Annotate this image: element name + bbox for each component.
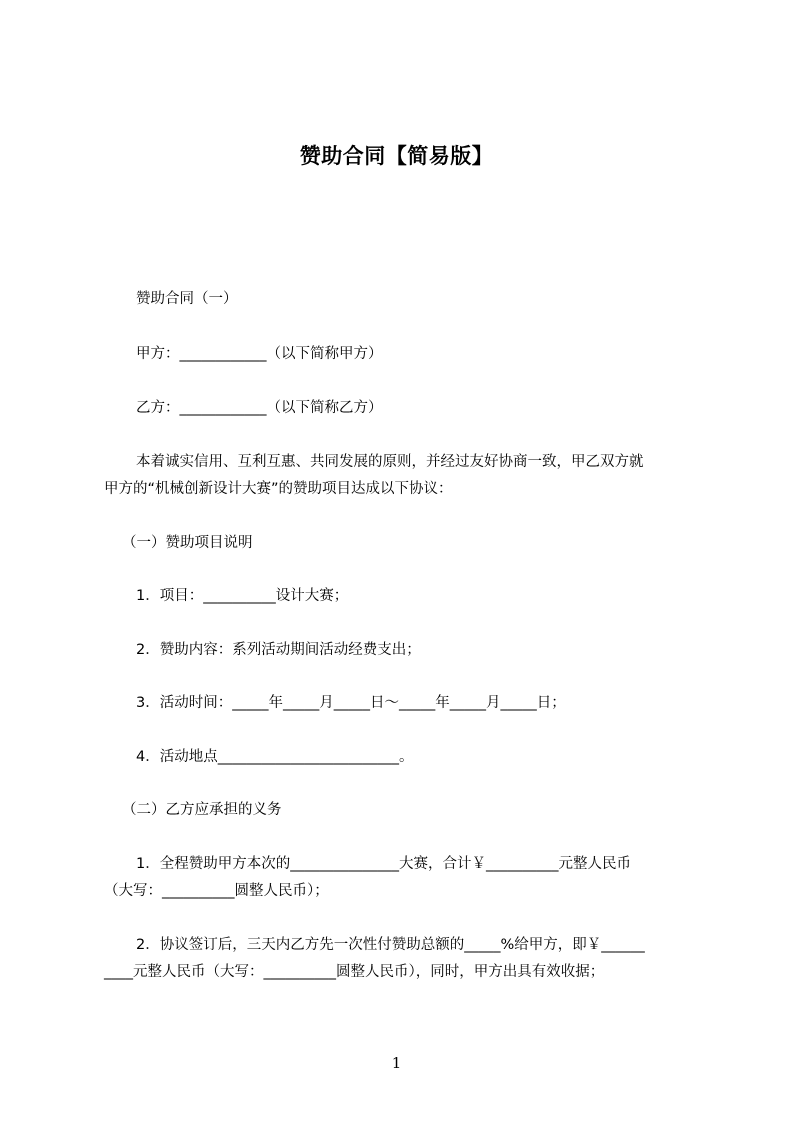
item-2: 2．赞助内容：系列活动期间活动经费支出； <box>136 642 421 658</box>
obligation-2-line-2: ____元整人民币（大写：__________圆整人民币），同时，甲方出具有效收据； <box>104 964 605 980</box>
item-3: 3．活动时间：_____年_____月_____日～_____年_____月_____日； <box>136 695 566 711</box>
item-4: 4．活动地点_________________________。 <box>136 749 414 765</box>
obligation-1-line-1: 1．全程赞助甲方本次的_______________大赛，合计￥__________元整人民币 <box>136 856 631 872</box>
contract-subtitle: 赞助合同（一） <box>136 291 238 307</box>
document-title: 赞助合同【简易版】 <box>299 144 494 168</box>
preamble-line-1: 本着诚实信用、互利互惠、共同发展的原则，并经过友好协商一致，甲乙双方就 <box>136 454 644 470</box>
obligation-1-line-2: （大写：__________圆整人民币）； <box>104 883 329 899</box>
page-number: 1 <box>391 1054 402 1072</box>
obligation-2-line-1: 2．协议签订后，三天内乙方先一次性付赞助总额的_____%给甲方，即￥______ <box>136 937 645 953</box>
item-1: 1．项目：__________设计大赛； <box>136 588 349 604</box>
preamble-line-2: 甲方的“机械创新设计大赛”的赞助项目达成以下协议： <box>104 481 453 497</box>
section-heading-2: （二）乙方应承担的义务 <box>122 802 282 818</box>
party-a-line: 甲方：____________（以下简称甲方） <box>136 346 383 362</box>
section-heading-1: （一）赞助项目说明 <box>122 535 253 551</box>
party-b-line: 乙方：____________（以下简称乙方） <box>136 400 383 416</box>
